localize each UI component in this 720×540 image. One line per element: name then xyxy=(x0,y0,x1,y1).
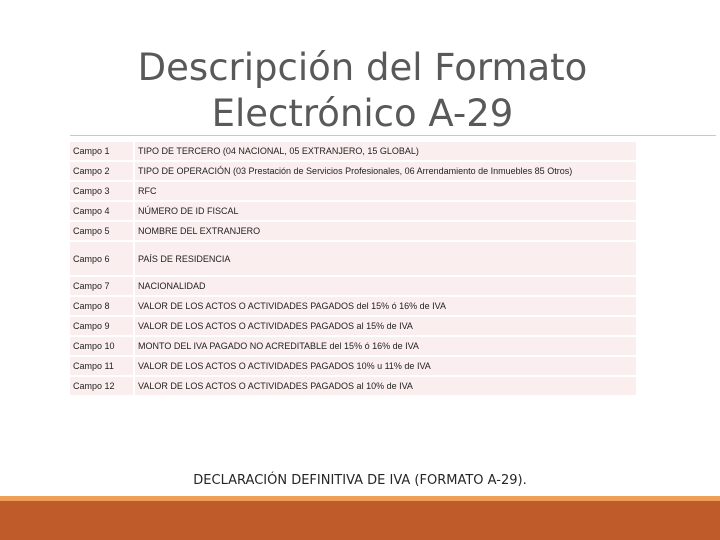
footer-caption: DECLARACIÓN DEFINITIVA DE IVA (FORMATO A-29). xyxy=(193,473,527,488)
table-row xyxy=(70,142,636,160)
table-row xyxy=(70,317,636,335)
table-row xyxy=(70,377,636,395)
campo-label: Campo 2 xyxy=(70,162,133,180)
campo-label: Campo 12 xyxy=(70,377,133,395)
campo-label: Campo 1 xyxy=(70,142,133,160)
campo-label: Campo 3 xyxy=(70,182,133,200)
table-row xyxy=(70,202,636,220)
table-row xyxy=(70,222,636,240)
table-row xyxy=(70,337,636,355)
campo-label: Campo 9 xyxy=(70,317,133,335)
campo-label: Campo 11 xyxy=(70,357,133,375)
table-row xyxy=(70,297,636,315)
campo-description: TIPO DE TERCERO (04 NACIONAL, 05 EXTRANJERO, 15 GLOBAL) xyxy=(135,142,636,160)
campo-label: Campo 4 xyxy=(70,202,133,220)
campo-description: NÚMERO DE ID FISCAL xyxy=(135,202,636,220)
title-divider xyxy=(70,135,716,136)
page-title xyxy=(110,45,615,137)
campo-label: Campo 8 xyxy=(70,297,133,315)
campo-description: NACIONALIDAD xyxy=(135,277,636,295)
campo-description: VALOR DE LOS ACTOS O ACTIVIDADES PAGADOS al 10% de IVA xyxy=(135,377,636,395)
campo-label: Campo 5 xyxy=(70,222,133,240)
table-row xyxy=(70,357,636,375)
table-row xyxy=(70,277,636,295)
campo-label: Campo 10 xyxy=(70,337,133,355)
campo-description: MONTO DEL IVA PAGADO NO ACREDITABLE del 15% ó 16% de IVA xyxy=(135,337,636,355)
campo-description: VALOR DE LOS ACTOS O ACTIVIDADES PAGADOS al 15% de IVA xyxy=(135,317,636,335)
campo-description: VALOR DE LOS ACTOS O ACTIVIDADES PAGADOS del 15% ó 16% de IVA xyxy=(135,297,636,315)
title-line-1: Descripción del Formato xyxy=(137,45,588,89)
table-row xyxy=(70,162,636,180)
campo-label: Campo 7 xyxy=(70,277,133,295)
campo-description: RFC xyxy=(135,182,636,200)
fields-table xyxy=(70,142,636,397)
campo-description: PAÍS DE RESIDENCIA xyxy=(135,242,636,275)
footer-bar xyxy=(0,501,720,540)
table-row xyxy=(70,242,636,275)
campo-description: TIPO DE OPERACIÓN (03 Prestación de Servicios Profesionales, 06 Arrendamiento de Inmuebles 85 Otros) xyxy=(135,162,636,180)
campo-description: NOMBRE DEL EXTRANJERO xyxy=(135,222,636,240)
campo-label: Campo 6 xyxy=(70,242,133,275)
table-row xyxy=(70,182,636,200)
campo-description: VALOR DE LOS ACTOS O ACTIVIDADES PAGADOS 10% u 11% de IVA xyxy=(135,357,636,375)
title-line-2: Electrónico A-29 xyxy=(211,91,514,135)
